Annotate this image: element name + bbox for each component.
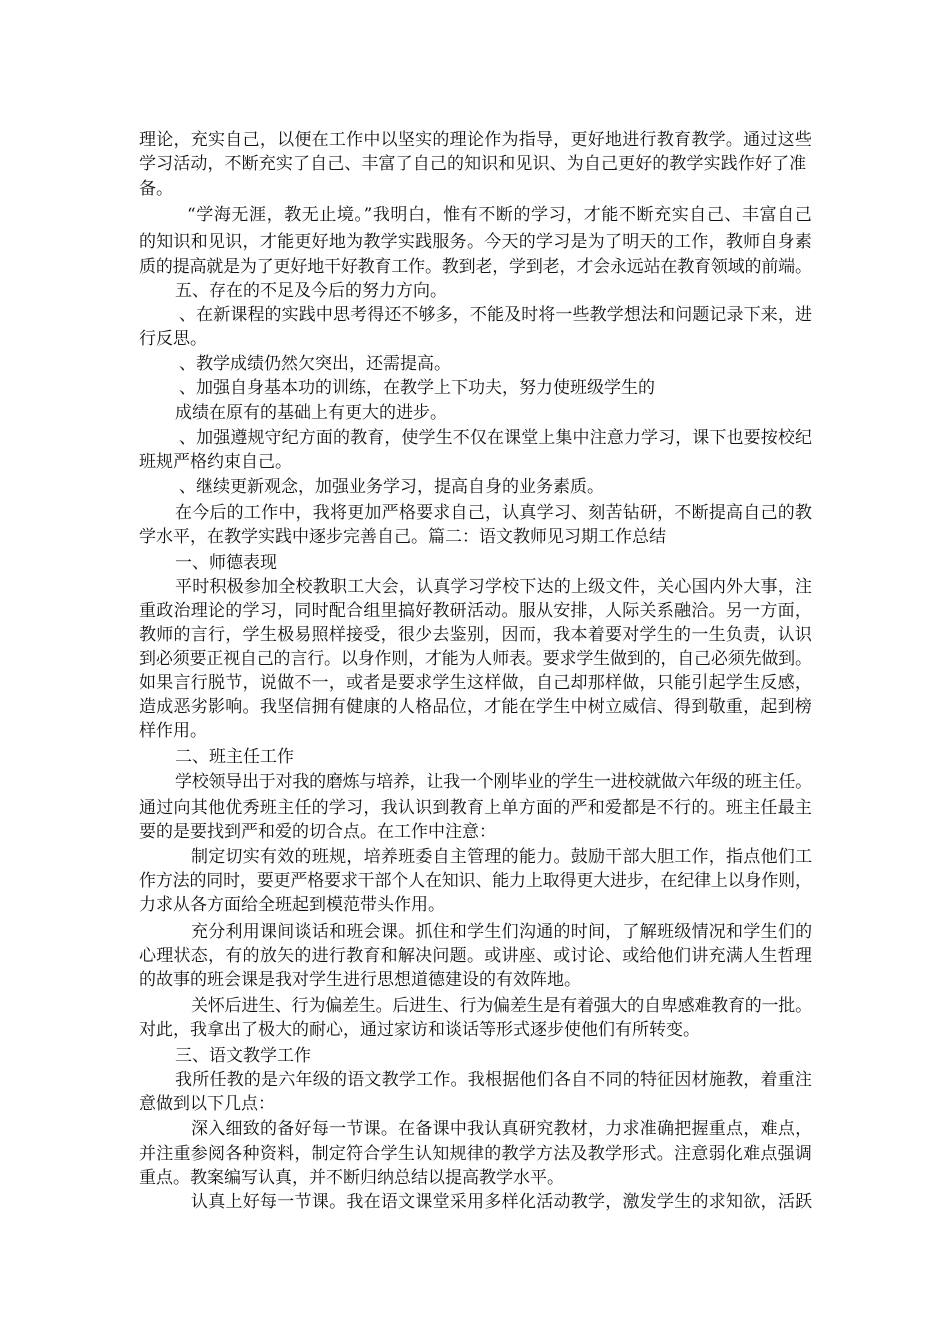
text-line: 、加强自身基本功的训练，在教学上下功夫，努力使班级学生的: [179, 378, 655, 398]
text-line: 五、存在的不足及今后的努力方向。: [175, 281, 447, 301]
text-line: 行反思。: [139, 329, 207, 349]
text-line: 样作用。: [139, 721, 207, 741]
text-line: 认真上好每一节课。我在语文课堂采用多样化活动教学，激发学生的求知欲，活跃: [191, 1192, 813, 1212]
text-line: 学水平，在教学实践中逐步完善自己。篇二：语文教师见习期工作总结: [139, 527, 666, 547]
text-line: 班规严格约束自己。: [139, 452, 292, 472]
text-line: 学校领导出于对我的磨炼与培养，让我一个刚毕业的学生一进校就做六年级的班主任。: [175, 772, 812, 792]
text-line: 质的提高就是为了更好地干好教育工作。教到老，学到老，才会永远站在教育领域的前端。: [139, 257, 812, 277]
text-line: 意做到以下几点：: [139, 1094, 275, 1114]
text-line: 造成恶劣影响。我坚信拥有健康的人格品位，才能在学生中树立威信、得到敬重，起到榜: [139, 697, 813, 717]
text-line: 的知识和见识，才能更好地为教学实践服务。今天的学习是为了明天的工作，教师自身素: [139, 232, 813, 252]
text-line: 、加强遵规守纪方面的教育，使学生不仅在课堂上集中注意力学习，课下也要按校纪: [179, 428, 813, 448]
text-line: 制定切实有效的班规，培养班委自主管理的能力。鼓励干部大胆工作，指点他们工: [191, 847, 813, 867]
text-line: 重政治理论的学习，同时配合组里搞好教研活动。服从安排，人际关系融洽。另一方面，: [139, 601, 813, 621]
text-line: 力求从各方面给全班起到模范带头作用。: [139, 895, 445, 915]
text-line: 深入细致的备好每一节课。在备课中我认真研究教材，力求准确把握重点，难点，: [191, 1119, 813, 1139]
text-line: “学海无涯，教无止境。”我明白，惟有不断的学习，才能不断充实自己、丰富自己: [187, 205, 813, 225]
text-line: 通过向其他优秀班主任的学习，我认识到教育上单方面的严和爱都是不行的。班主任最主: [139, 798, 813, 818]
text-line: 理论，充实自己，以便在工作中以坚实的理论作为指导，更好地进行教育教学。通过这些: [139, 130, 813, 150]
text-line: 、继续更新观念，加强业务学习，提高自身的业务素质。: [179, 477, 604, 497]
text-line: 重点。教案编写认真，并不断归纳总结以提高教学水平。: [139, 1168, 564, 1188]
text-line: 一、师德表现: [175, 553, 277, 573]
text-line: 备。: [139, 179, 173, 199]
text-line: 我所任教的是六年级的语文教学工作。我根据他们各自不同的特征因材施教，着重注: [175, 1070, 813, 1090]
text-line: 教师的言行，学生极易照样接受，很少去鉴别，因而，我本着要对学生的一生负责，认识: [139, 625, 813, 645]
text-line: 在今后的工作中，我将更加严格要求自己，认真学习、刻苦钻研，不断提高自己的教: [175, 503, 813, 523]
text-line: 二、班主任工作: [175, 747, 294, 767]
text-line: 成绩在原有的基础上有更大的进步。: [175, 403, 447, 423]
text-line: 、在新课程的实践中思考得还不够多，不能及时将一些教学想法和问题记录下来，进: [179, 305, 813, 325]
text-line: 作方法的同时，要更严格要求干部个人在知识、能力上取得更大进步，在纪律上以身作则，: [139, 871, 812, 891]
text-line: 、教学成绩仍然欠突出，还需提高。: [179, 354, 451, 374]
text-line: 的故事的班会课是我对学生进行思想道德建设的有效阵地。: [139, 970, 581, 990]
text-line: 三、语文教学工作: [175, 1046, 311, 1066]
text-line: 心理状态，有的放矢的进行教育和解决问题。或讲座、或讨论、或给他们讲充满人生哲理: [139, 946, 813, 966]
text-line: 要的是要找到严和爱的切合点。在工作中注意：: [139, 822, 496, 842]
text-line: 关怀后进生、行为偏差生。后进生、行为偏差生是有着强大的自卑感难教育的一批。: [191, 996, 812, 1016]
text-line: 学习活动，不断充实了自己、丰富了自己的知识和见识、为自己更好的教学实践作好了准: [139, 154, 807, 174]
text-line: 平时积极参加全校教职工大会，认真学习学校下达的上级文件，关心国内外大事，注: [175, 577, 813, 597]
text-line: 并注重参阅各种资料，制定符合学生认知规律的教学方法及教学形式。注意弱化难点强调: [139, 1144, 813, 1164]
text-line: 如果言行脱节，说做不一，或者是要求学生这样做，自己却那样做，只能引起学生反感，: [139, 673, 813, 693]
text-line: 充分利用课间谈话和班会课。抓住和学生们沟通的时间，了解班级情况和学生们的: [191, 922, 813, 942]
text-line: 对此，我拿出了极大的耐心，通过家访和谈话等形式逐步使他们有所转变。: [139, 1020, 700, 1040]
text-line: 到必须要正视自己的言行。以身作则，才能为人师表。要求学生做到的，自己必须先做到。: [139, 649, 812, 669]
